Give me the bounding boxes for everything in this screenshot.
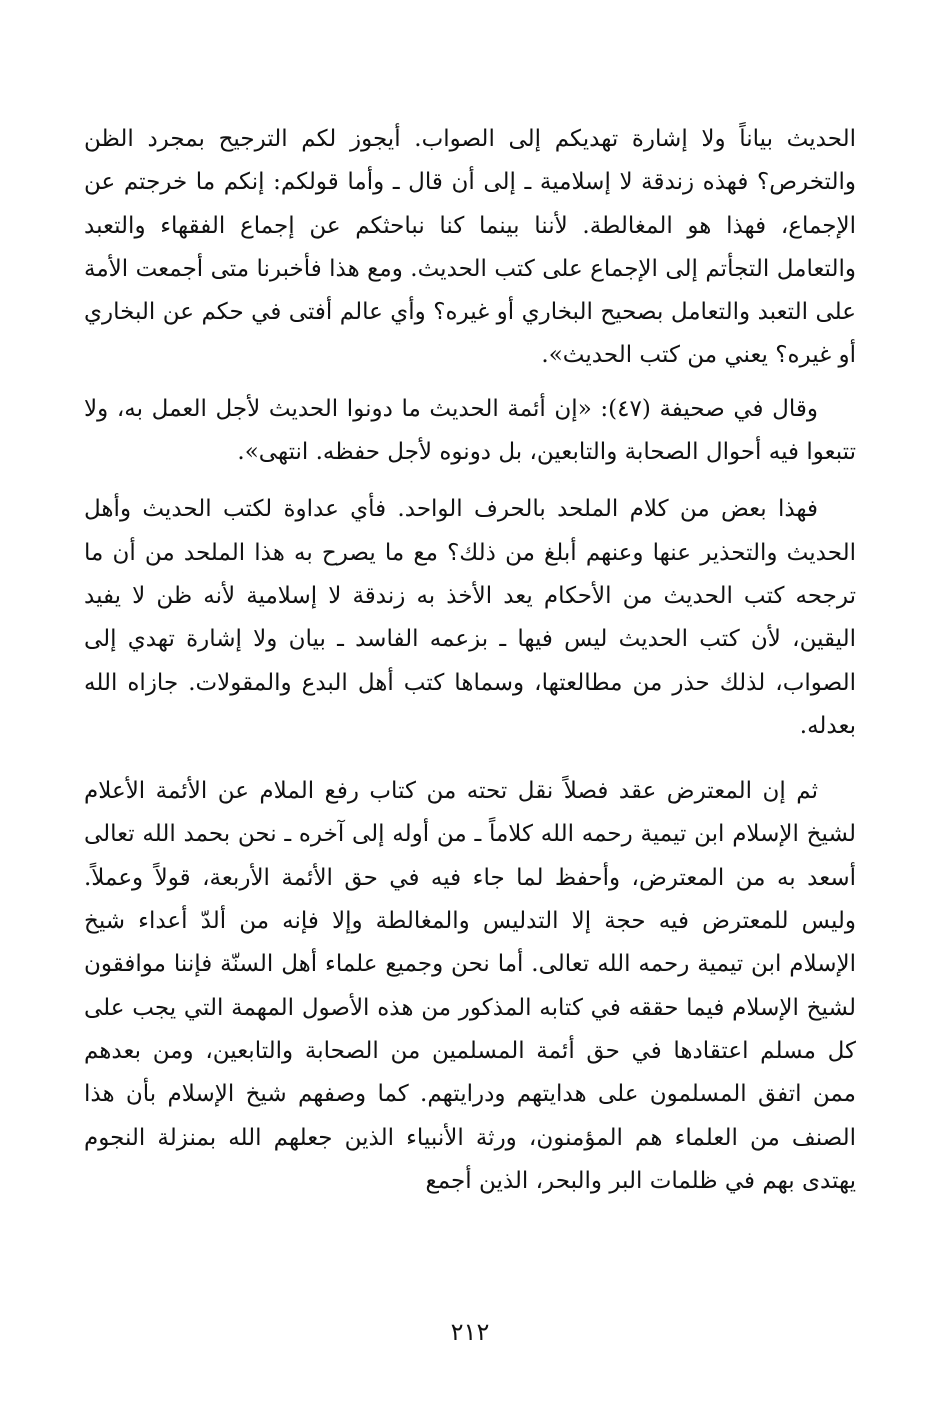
paragraph-4: ثم إن المعترض عقد فصلاً نقل تحته من كتاب رفع الملام عن الأئمة الأعلام لشيخ الإسلام ابن تيمية رحمه الله كلاماً ـ من أوله إلى آخره ـ نحن بحمد الله تعالى أسعد به من المعترض، وأحفظ لما جاء فيه في حق الأئمة الأربعة، قولاً وعملاً. وليس للمعترض فيه حجة إلا التدليس والمغالطة وإلا فإنه من ألدّ أعداء شيخ الإسلام ابن تيمية رحمه الله تعالى. أما نحن وجميع علماء أهل السنّة فإننا موافقون لشيخ الإسلام فيما حققه في كتابه المذكور من هذه الأصول المهمة التي يجب على كل مسلم اعتقادها في حق أئمة المسلمين من الصحابة والتابعين، ومن بعدهم ممن اتفق المسلمون على هدايتهم ودرايتهم. كما وصفهم شيخ الإسلام بأن هذا الصنف من العلماء هم المؤمنون، ورثة الأنبياء الذين جعلهم الله بمنزلة النجوم يهتدى بهم في ظلمات البر والبحر، الذين أجمع — [84, 778, 856, 1194]
page-body — [84, 118, 856, 1203]
paragraph-3: فهذا بعض من كلام الملحد بالحرف الواحد. فأي عداوة لكتب الحديث وأهل الحديث والتحذير عنها وعنهم أبلغ من ذلك؟ مع ما يصرح به هذا الملحد من أن ما ترجحه كتب الحديث من الأحكام يعد الأخذ به زندقة لا إسلامية لأنه ظن لا يفيد اليقين، لأن كتب الحديث ليس فيها ـ بزعمه الفاسد ـ بيان ولا إشارة تهدي إلى الصواب، لذلك حذر من مطالعتها، وسماها كتب أهل البدع والمقولات. جازاه الله بعدله. — [84, 496, 856, 739]
page-number: ٢١٢ — [450, 1318, 490, 1346]
paragraph-2: وقال في صحيفة (٤٧): «إن أئمة الحديث ما دونوا الحديث لأجل العمل به، ولا تتبعوا فيه أحوال الصحابة والتابعين، بل دونوه لأجل حفظه. انتهى». — [84, 395, 856, 466]
paragraph-1: الحديث بياناً ولا إشارة تهديكم إلى الصواب. أيجوز لكم الترجيح بمجرد الظن والتخرص؟ فهذه زندقة لا إسلامية ـ إلى أن قال ـ وأما قولكم: إنكم ما خرجتم عن الإجماع، فهذا هو المغالطة. لأننا بينما كنا نباحثكم عن إجماع الفقهاء والتعبد والتعامل التجأتم إلى الإجماع على كتب الحديث. ومع هذا فأخبرنا متى أجمعت الأمة على التعبد والتعامل بصحيح البخاري أو غيره؟ وأي عالم أفتى في حكم عن البخاري أو غيره؟ يعني من كتب الحديث». — [84, 126, 856, 369]
